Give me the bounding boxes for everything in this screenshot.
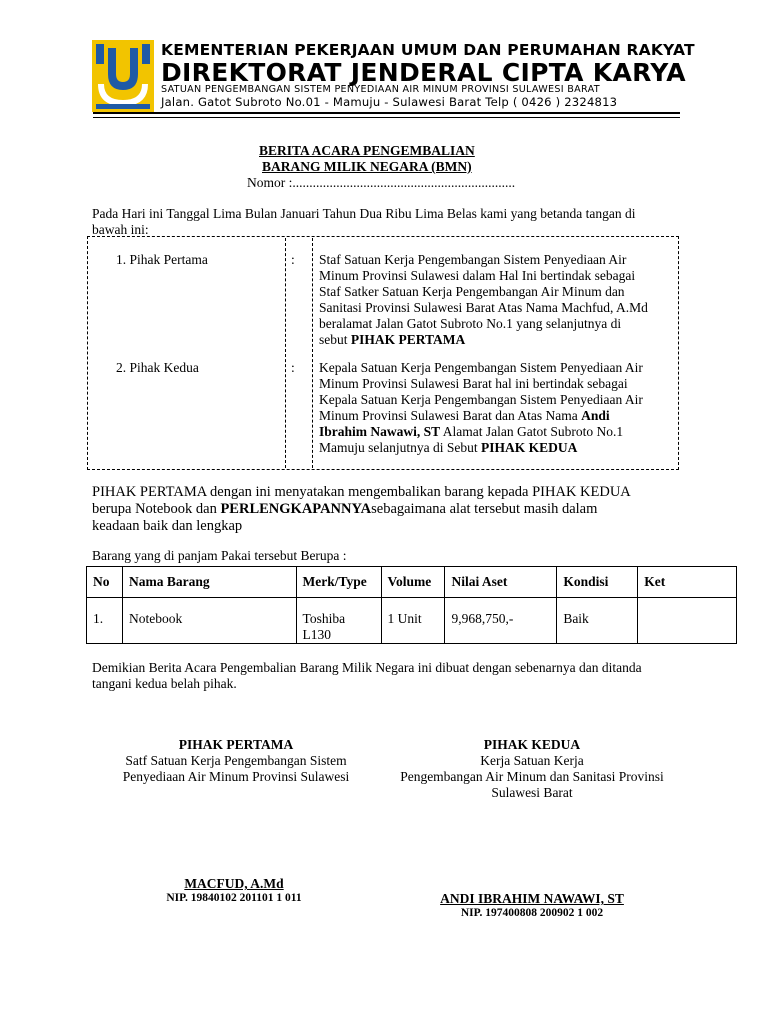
party-second-colon: : <box>291 360 295 375</box>
items-table <box>86 566 737 644</box>
table-header: Nama Barang <box>122 567 296 598</box>
party-second-line <box>319 408 671 424</box>
party-second-last-prefix: Mamuju selanjutnya di Sebut <box>319 440 481 455</box>
signature-right-line3: Sulawesi Barat <box>491 785 573 800</box>
statement-line2 <box>92 501 675 518</box>
document-number: Nomor :.................................................................. <box>247 175 516 190</box>
logo-bar-right <box>142 44 150 64</box>
intro-line1: Pada Hari ini Tanggal Lima Bulan Januari Tahun Dua Ribu Lima Belas kami yang betanda tangan di <box>92 206 636 221</box>
statement-line3: keadaan baik dan lengkap <box>92 518 243 534</box>
letterhead-rule-thin <box>93 117 680 118</box>
party-second-name-part1: Andi <box>581 408 610 423</box>
table-cell <box>638 598 737 644</box>
logo-base <box>96 104 150 109</box>
party-first-description <box>319 252 671 348</box>
signature-left-line1: Satf Satuan Kerja Pengembangan Sistem <box>125 753 347 768</box>
table-header: Ket <box>638 567 737 598</box>
party-first-line <box>319 332 671 348</box>
table-cell: Baik <box>557 598 638 644</box>
letterhead-directorate: DIREKTORAT JENDERAL CIPTA KARYA <box>161 58 686 87</box>
party-first-line: Staf Satuan Kerja Pengembangan Sistem Penyediaan Air <box>319 252 627 267</box>
letterhead-address: Jalan. Gatot Subroto No.01 - Mamuju - Sulawesi Barat Telp ( 0426 ) 2324813 <box>161 95 618 109</box>
table-row <box>87 598 737 644</box>
party-second-line5-rest: Alamat Jalan Gatot Subroto No.1 <box>440 424 624 439</box>
party-first-last-prefix: sebut <box>319 332 351 347</box>
letterhead-unit: SATUAN PENGEMBANGAN SISTEM PENYEDIAAN AIR MINUM PROVINSI SULAWESI BARAT <box>161 84 600 95</box>
table-cell: 1. <box>87 598 123 644</box>
signature-block-left <box>100 737 372 785</box>
party-second-line: Minum Provinsi Sulawesi Barat hal ini bertindak sebagai <box>319 376 628 391</box>
signature-left-title: PIHAK PERTAMA <box>178 737 294 752</box>
table-header: Volume <box>381 567 445 598</box>
table-cell: Notebook <box>122 598 296 644</box>
party-second-label: 2. Pihak Kedua <box>116 360 199 375</box>
closing-line2: tangani kedua belah pihak. <box>92 676 237 691</box>
items-intro: Barang yang di panjam Pakai tersebut Berupa : <box>92 548 347 563</box>
signatory-left-name: MACFUD, A.Md <box>184 876 284 891</box>
intro-line2: bawah ini: <box>92 222 149 237</box>
statement-equipment: PERLENGKAPANNYA <box>220 501 372 517</box>
logo-bar-left <box>96 44 104 64</box>
signature-right-line1: Kerja Satuan Kerja <box>480 753 584 768</box>
signatory-right-name: ANDI IBRAHIM NAWAWI, ST <box>440 891 624 906</box>
signature-right-line2: Pengembangan Air Minum dan Sanitasi Provinsi <box>400 769 664 784</box>
party-first-role: PIHAK PERTAMA <box>350 332 466 347</box>
table-header-row <box>87 567 737 598</box>
signature-block-right <box>382 737 682 801</box>
party-first-line: beralamat Jalan Gatot Subroto No.1 yang selanjutnya di <box>319 316 622 331</box>
table-cell: 1 Unit <box>381 598 445 644</box>
party-first-label: 1. Pihak Pertama <box>116 252 208 267</box>
table-cell: Toshiba L130 <box>296 598 381 644</box>
party-second-role: PIHAK KEDUA <box>480 440 578 455</box>
document-title-line1: BERITA ACARA PENGEMBALIAN <box>259 143 475 158</box>
party-second-line4-prefix: Minum Provinsi Sulawesi Barat dan Atas Nama <box>319 408 582 423</box>
table-header: Kondisi <box>557 567 638 598</box>
party-second-line: Kepala Satuan Kerja Pengembangan Sistem Penyediaan Air <box>319 360 643 375</box>
letterhead-ministry: KEMENTERIAN PEKERJAAN UMUM DAN PERUMAHAN RAKYAT <box>161 41 695 59</box>
letterhead-rule-thick <box>93 112 680 114</box>
party-second-line <box>319 440 671 456</box>
signature-right-title: PIHAK KEDUA <box>483 737 581 752</box>
parties-divider-1 <box>285 238 286 468</box>
statement-line2-rest: sebagaimana alat tersebut masih dalam <box>371 501 598 517</box>
signature-left-line2: Penyediaan Air Minum Provinsi Sulawesi <box>122 769 350 784</box>
party-second-line <box>319 424 671 440</box>
intro-paragraph <box>92 206 675 238</box>
ministry-logo <box>92 40 154 112</box>
statement-paragraph <box>92 484 675 535</box>
party-second-description <box>319 360 671 456</box>
closing-paragraph <box>92 660 675 692</box>
table-header: No <box>87 567 123 598</box>
party-first-line: Sanitasi Provinsi Sulawesi Barat Atas Nama Machfud, A.Md <box>319 300 648 315</box>
closing-line1: Demikian Berita Acara Pengembalian Barang Milik Negara ini dibuat dengan sebenarnya dan ditanda <box>92 660 642 675</box>
statement-line1: PIHAK PERTAMA dengan ini menyatakan mengembalikan barang kepada PIHAK KEDUA <box>92 484 631 500</box>
party-first-colon: : <box>291 252 295 267</box>
signatory-left-nip: NIP. 19840102 201101 1 011 <box>166 892 302 904</box>
document-title-line2: BARANG MILIK NEGARA (BMN) <box>262 159 472 174</box>
party-first-line: Minum Provinsi Sulawesi dalam Hal Ini bertindak sebagai <box>319 268 636 283</box>
statement-line2-prefix: berupa Notebook dan <box>92 501 221 517</box>
party-first-line: Staf Satker Satuan Kerja Pengembangan Air Minum dan <box>319 284 625 299</box>
party-second-line: Kepala Satuan Kerja Pengembangan Sistem Penyediaan Air <box>319 392 643 407</box>
table-header: Merk/Type <box>296 567 381 598</box>
parties-divider-2 <box>312 238 313 468</box>
table-cell: 9,968,750,- <box>445 598 557 644</box>
signatory-right-nip: NIP. 197400808 200902 1 002 <box>460 907 604 919</box>
party-second-name-part2: Ibrahim Nawawi, ST <box>319 424 441 439</box>
table-header: Nilai Aset <box>445 567 557 598</box>
